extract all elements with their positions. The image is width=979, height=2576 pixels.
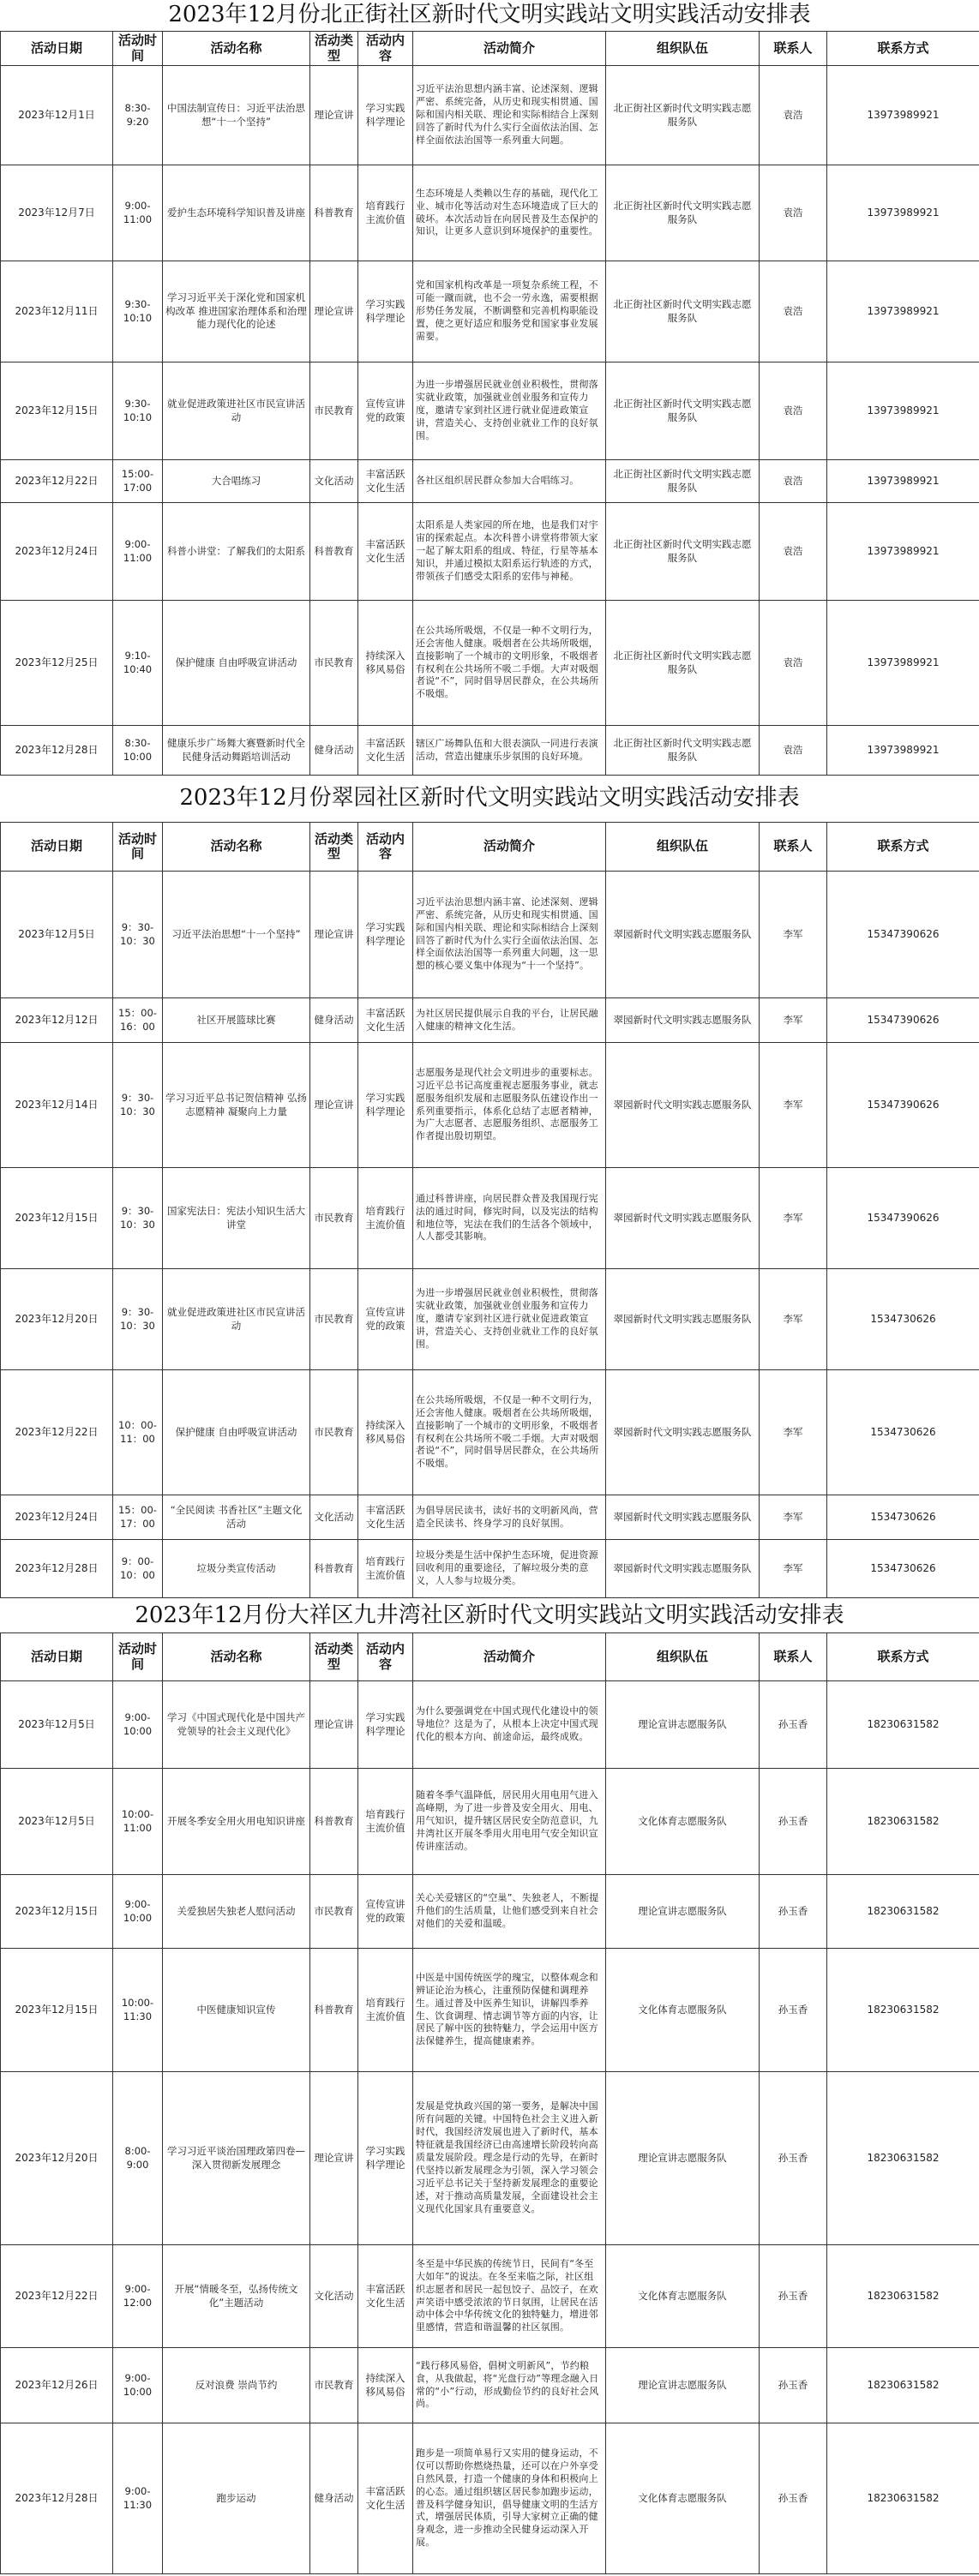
cell-content: 培育践行主流价值 xyxy=(358,1769,413,1875)
cell-phone: 18230631582 xyxy=(827,2348,979,2423)
cell-content: 宣传宣讲党的政策 xyxy=(358,1875,413,1949)
cell-content: 学习实践科学理论 xyxy=(358,66,413,165)
header-date: 活动日期 xyxy=(1,823,113,872)
cell-name: 健康乐步广场舞大赛暨新时代全民健身活动舞蹈培训活动 xyxy=(163,726,310,776)
cell-name: 开展“情暖冬至，弘扬传统文化”主题活动 xyxy=(163,2245,310,2348)
header-name: 活动名称 xyxy=(163,823,310,872)
table-header-row xyxy=(1,32,979,66)
cell-content: 学习实践科学理论 xyxy=(358,1681,413,1769)
table-row xyxy=(1,1681,979,1769)
cell-time: 9:00-10:00 xyxy=(113,1681,163,1769)
header-team: 组织队伍 xyxy=(606,32,760,66)
cell-name: 就业促进政策进社区市民宣讲活动 xyxy=(163,1269,310,1370)
header-time: 活动时间 xyxy=(113,823,163,872)
cell-team: 翠园新时代文明实践志愿服务队 xyxy=(606,1043,760,1168)
cell-team: 北正街社区新时代文明实践志愿服务队 xyxy=(606,66,760,165)
cell-contact: 袁浩 xyxy=(760,726,827,776)
cell-phone: 18230631582 xyxy=(827,2245,979,2348)
cell-phone: 15347390626 xyxy=(827,1168,979,1269)
cell-date: 2023年12月5日 xyxy=(1,1769,113,1875)
table-row xyxy=(1,1043,979,1168)
cell-intro: 随着冬季气温降低，居民用火用电用气进入高峰期，为了进一步普及安全用火、用电、用气知识，提升辖区居民安全防范意识，九井湾社区开展冬季用火用电用气安全知识宣传讲座活动。 xyxy=(413,1769,606,1875)
cell-date: 2023年12月12日 xyxy=(1,998,113,1043)
cell-name: 关爱独居失独老人慰问活动 xyxy=(163,1875,310,1949)
cell-type: 理论宣讲 xyxy=(310,2072,358,2245)
cell-date: 2023年12月28日 xyxy=(1,726,113,776)
cell-type: 市民教育 xyxy=(310,1370,358,1495)
header-intro: 活动简介 xyxy=(413,32,606,66)
cell-intro: 通过科普讲座，向居民群众普及我国现行宪法的通过时间，修宪时间，以及宪法的结构和地位等，宪法在我们的生活各个领域中，人人都受其影响。 xyxy=(413,1168,606,1269)
cell-date: 2023年12月22日 xyxy=(1,2245,113,2348)
table-row xyxy=(1,2245,979,2348)
cell-content: 丰富活跃文化生活 xyxy=(358,726,413,776)
cell-type: 文化活动 xyxy=(310,2245,358,2348)
cell-type: 科普教育 xyxy=(310,503,358,601)
cell-contact: 袁浩 xyxy=(760,362,827,460)
cell-name: 爱护生态环境科学知识普及讲座 xyxy=(163,165,310,261)
cell-intro: 冬至是中华民族的传统节日，民间有“冬至大如年”的说法。在冬至来临之际，社区组织志愿者和居民一起包饺子、品饺子，在欢声笑语中感受浓浓的节日氛围，让居民在活动中体会中华传统文化的独特魅力，增进邻里感情，营造和谐温馨的社区氛围。 xyxy=(413,2245,606,2348)
cell-intro: 中医是中国传统医学的瑰宝，以整体观念和辨证论治为核心，注重预防保健和调理养生。通过普及中医养生知识，讲解四季养生、饮食调理、情志调节等方面的内容，让居民了解中医的独特魅力，学会运用中医方法保健养生，提高健康素养。 xyxy=(413,1949,606,2072)
cell-type: 科普教育 xyxy=(310,1540,358,1598)
header-name: 活动名称 xyxy=(163,32,310,66)
cell-content: 丰富活跃文化生活 xyxy=(358,460,413,503)
cell-time: 9:00-10:00 xyxy=(113,1875,163,1949)
cell-name: 保护健康 自由呼吸宣讲活动 xyxy=(163,601,310,726)
cell-content: 学习实践科学理论 xyxy=(358,261,413,362)
cell-contact: 袁浩 xyxy=(760,66,827,165)
table-row xyxy=(1,2348,979,2423)
header-date: 活动日期 xyxy=(1,1633,113,1681)
cell-name: 开展冬季安全用火用电知识讲座 xyxy=(163,1769,310,1875)
cell-contact: 袁浩 xyxy=(760,261,827,362)
cell-intro: 党和国家机构改革是一项复杂系统工程，不可能一蹴而就，也不会一劳永逸，需要根据形势任务发展，不断调整和完善机构职能设置，使之更好适应和服务党和国家事业发展需要。 xyxy=(413,261,606,362)
cell-team: 理论宣讲志愿服务队 xyxy=(606,2072,760,2245)
cell-team: 北正街社区新时代文明实践志愿服务队 xyxy=(606,503,760,601)
cell-date: 2023年12月1日 xyxy=(1,66,113,165)
cell-type: 市民教育 xyxy=(310,2348,358,2423)
table-row xyxy=(1,1495,979,1540)
cell-phone: 18230631582 xyxy=(827,1769,979,1875)
cell-contact: 孙玉香 xyxy=(760,1949,827,2072)
table-row xyxy=(1,362,979,460)
cell-phone: 18230631582 xyxy=(827,1681,979,1769)
cell-content: 培育践行主流价值 xyxy=(358,1949,413,2072)
cell-time: 9:00-11:30 xyxy=(113,2423,163,2574)
cell-intro: 为社区居民提供展示自我的平台，让居民融入健康的精神文化生活。 xyxy=(413,998,606,1043)
cell-contact: 袁浩 xyxy=(760,165,827,261)
cell-content: 宣传宣讲党的政策 xyxy=(358,1269,413,1370)
header-intro: 活动简介 xyxy=(413,1633,606,1681)
table-row xyxy=(1,66,979,165)
cell-time: 10：00-11：00 xyxy=(113,1370,163,1495)
cell-team: 翠园新时代文明实践志愿服务队 xyxy=(606,1495,760,1540)
cell-type: 市民教育 xyxy=(310,1269,358,1370)
cell-phone: 1534730626 xyxy=(827,1269,979,1370)
cell-content: 学习实践科学理论 xyxy=(358,1043,413,1168)
cell-name: 学习习近平谈治国理政第四卷—深入贯彻新发展理念 xyxy=(163,2072,310,2245)
cell-time: 9：30-10：30 xyxy=(113,1168,163,1269)
table-row xyxy=(1,726,979,776)
cell-phone: 15347390626 xyxy=(827,1043,979,1168)
table-row xyxy=(1,1269,979,1370)
header-date: 活动日期 xyxy=(1,32,113,66)
cell-type: 健身活动 xyxy=(310,2423,358,2574)
cell-contact: 李军 xyxy=(760,1043,827,1168)
cell-team: 文化体育志愿服务队 xyxy=(606,2423,760,2574)
cell-team: 文化体育志愿服务队 xyxy=(606,1769,760,1875)
cell-time: 8:30-10:00 xyxy=(113,726,163,776)
cell-name: 科普小讲堂：了解我们的太阳系 xyxy=(163,503,310,601)
cell-contact: 袁浩 xyxy=(760,460,827,503)
cell-team: 翠园新时代文明实践志愿服务队 xyxy=(606,872,760,998)
header-intro: 活动简介 xyxy=(413,823,606,872)
cell-intro: 垃圾分类是生活中保护生态环境，促进资源回收利用的重要途径，了解垃圾分类的意义，人人参与垃圾分类。 xyxy=(413,1540,606,1598)
cell-phone: 13973989921 xyxy=(827,165,979,261)
cell-contact: 孙玉香 xyxy=(760,1769,827,1875)
table-row xyxy=(1,1540,979,1598)
cell-content: 持续深入移风易俗 xyxy=(358,1370,413,1495)
cell-name: 国家宪法日：宪法小知识生活大讲堂 xyxy=(163,1168,310,1269)
cell-date: 2023年12月15日 xyxy=(1,1168,113,1269)
schedule-table xyxy=(0,31,979,776)
cell-contact: 李军 xyxy=(760,1540,827,1598)
cell-team: 翠园新时代文明实践志愿服务队 xyxy=(606,1168,760,1269)
cell-phone: 13973989921 xyxy=(827,601,979,726)
cell-content: 持续深入移风易俗 xyxy=(358,2348,413,2423)
cell-intro: 为进一步增强居民就业创业积极性，贯彻落实就业政策，加强就业创业服务和宣传力度，邀请专家到社区进行就业促进政策宣讲，营造关心、支持创业就业工作的良好氛围。 xyxy=(413,362,606,460)
cell-contact: 李军 xyxy=(760,1269,827,1370)
cell-time: 9:00-10:00 xyxy=(113,2348,163,2423)
cell-name: 学习习近平总书记贺信精神 弘扬志愿精神 凝聚向上力量 xyxy=(163,1043,310,1168)
header-content: 活动内容 xyxy=(358,1633,413,1681)
cell-time: 10:00-11:00 xyxy=(113,1769,163,1875)
table-row xyxy=(1,165,979,261)
cell-type: 理论宣讲 xyxy=(310,872,358,998)
cell-intro: 各社区组织居民群众参加大合唱练习。 xyxy=(413,460,606,503)
section-title: 2023年12月份北正街社区新时代文明实践站文明实践活动安排表 xyxy=(168,2,811,27)
cell-type: 科普教育 xyxy=(310,1769,358,1875)
cell-team: 北正街社区新时代文明实践志愿服务队 xyxy=(606,460,760,503)
cell-date: 2023年12月24日 xyxy=(1,503,113,601)
cell-phone: 13973989921 xyxy=(827,261,979,362)
cell-contact: 孙玉香 xyxy=(760,2072,827,2245)
cell-contact: 孙玉香 xyxy=(760,2245,827,2348)
table-row xyxy=(1,2423,979,2574)
header-team: 组织队伍 xyxy=(606,823,760,872)
cell-phone: 13973989921 xyxy=(827,66,979,165)
header-phone: 联系方式 xyxy=(827,32,979,66)
cell-phone: 18230631582 xyxy=(827,2072,979,2245)
cell-date: 2023年12月28日 xyxy=(1,2423,113,2574)
cell-intro: 为倡导居民读书，读好书的文明新风尚，营造全民读书、终身学习的良好氛围。 xyxy=(413,1495,606,1540)
cell-team: 北正街社区新时代文明实践志愿服务队 xyxy=(606,165,760,261)
cell-intro: 跑步是一项简单易行又实用的健身运动，不仅可以帮助你燃烧热量，还可以在户外享受自然风景，打造一个健康的身体和积极向上的心态。通过组织辖区居民参加跑步运动，普及科学健身知识，倡导健康文明的生活方式，增强居民体质，引导大家树立正确的健身观念，进一步推动全民健身运动深入开展。 xyxy=(413,2423,606,2574)
cell-type: 科普教育 xyxy=(310,1949,358,2072)
table-row xyxy=(1,872,979,998)
cell-content: 持续深入移风易俗 xyxy=(358,601,413,726)
cell-name: 中医健康知识宣传 xyxy=(163,1949,310,2072)
cell-name: 中国法制宣传日：习近平法治思想“十一个坚持” xyxy=(163,66,310,165)
cell-date: 2023年12月24日 xyxy=(1,1495,113,1540)
cell-name: 跑步运动 xyxy=(163,2423,310,2574)
cell-team: 文化体育志愿服务队 xyxy=(606,1949,760,2072)
cell-time: 9:00-11:00 xyxy=(113,165,163,261)
table-row xyxy=(1,1949,979,2072)
cell-name: 就业促进政策进社区市民宣讲活动 xyxy=(163,362,310,460)
header-content: 活动内容 xyxy=(358,32,413,66)
cell-type: 理论宣讲 xyxy=(310,261,358,362)
cell-team: 北正街社区新时代文明实践志愿服务队 xyxy=(606,362,760,460)
cell-intro: 在公共场所吸烟，不仅是一种不文明行为，还会害他人健康。吸烟者在公共场所吸烟，直接影响了一个城市的文明形象，不吸烟者有权利在公共场所不吸二手烟。大声对吸烟者说“不”，同时倡导居民群众，在公共场所不吸烟。 xyxy=(413,601,606,726)
cell-intro: 太阳系是人类家园的所在地，也是我们对宇宙的探索起点。本次科普小讲堂将带领大家一起了解太阳系的组成、特征，行星等基本知识，并通过模拟太阳系运行轨迹的方式，带领孩子们感受太阳系的宏伟与神秘。 xyxy=(413,503,606,601)
cell-intro: 关心关爱辖区的“空巢”、失独老人，不断提升他们的生活质量，让他们感受到来自社会对他们的关爱和温暖。 xyxy=(413,1875,606,1949)
cell-name: 垃圾分类宣传活动 xyxy=(163,1540,310,1598)
cell-name: “全民阅读 书香社区”主题文化活动 xyxy=(163,1495,310,1540)
cell-intro: 为什么要强调党在中国式现代化建设中的领导地位？这是为了，从根本上决定中国式现代化的根本方向、前途命运，最终成败。 xyxy=(413,1681,606,1769)
header-team: 组织队伍 xyxy=(606,1633,760,1681)
cell-content: 丰富活跃文化生活 xyxy=(358,503,413,601)
cell-date: 2023年12月11日 xyxy=(1,261,113,362)
cell-team: 理论宣讲志愿服务队 xyxy=(606,2348,760,2423)
header-type: 活动类型 xyxy=(310,1633,358,1681)
table-header-row xyxy=(1,1633,979,1681)
table-header-row xyxy=(1,823,979,872)
cell-type: 理论宣讲 xyxy=(310,66,358,165)
cell-type: 文化活动 xyxy=(310,460,358,503)
cell-content: 宣传宣讲党的政策 xyxy=(358,362,413,460)
cell-phone: 18230631582 xyxy=(827,2423,979,2574)
cell-name: 社区开展篮球比赛 xyxy=(163,998,310,1043)
header-phone: 联系方式 xyxy=(827,823,979,872)
cell-content: 学习实践科学理论 xyxy=(358,2072,413,2245)
cell-date: 2023年12月5日 xyxy=(1,1681,113,1769)
header-content: 活动内容 xyxy=(358,823,413,872)
table-row xyxy=(1,2072,979,2245)
cell-content: 培育践行主流价值 xyxy=(358,1168,413,1269)
table-row xyxy=(1,261,979,362)
cell-phone: 1534730626 xyxy=(827,1540,979,1598)
header-time: 活动时间 xyxy=(113,32,163,66)
cell-date: 2023年12月20日 xyxy=(1,2072,113,2245)
section-title: 2023年12月份翠园社区新时代文明实践站文明实践活动安排表 xyxy=(179,785,800,811)
cell-date: 2023年12月5日 xyxy=(1,872,113,998)
cell-type: 市民教育 xyxy=(310,362,358,460)
cell-name: 反对浪费 崇尚节约 xyxy=(163,2348,310,2423)
cell-name: 学习《中国式现代化是中国共产党领导的社会主义现代化》 xyxy=(163,1681,310,1769)
cell-type: 文化活动 xyxy=(310,1495,358,1540)
header-contact: 联系人 xyxy=(760,32,827,66)
cell-time: 9:30-10:10 xyxy=(113,362,163,460)
cell-content: 培育践行主流价值 xyxy=(358,165,413,261)
cell-name: 学习习近平关于深化党和国家机构改革 推进国家治理体系和治理能力现代化的论述 xyxy=(163,261,310,362)
cell-time: 8:00-9:00 xyxy=(113,2072,163,2245)
header-name: 活动名称 xyxy=(163,1633,310,1681)
cell-time: 10:00-11:30 xyxy=(113,1949,163,2072)
cell-contact: 李军 xyxy=(760,1495,827,1540)
table-row xyxy=(1,601,979,726)
header-type: 活动类型 xyxy=(310,32,358,66)
table-row xyxy=(1,460,979,503)
cell-team: 北正街社区新时代文明实践志愿服务队 xyxy=(606,726,760,776)
cell-time: 9:10-10:40 xyxy=(113,601,163,726)
cell-time: 8:30-9:20 xyxy=(113,66,163,165)
cell-team: 理论宣讲志愿服务队 xyxy=(606,1875,760,1949)
cell-team: 文化体育志愿服务队 xyxy=(606,2245,760,2348)
cell-time: 15：00-16：00 xyxy=(113,998,163,1043)
cell-type: 市民教育 xyxy=(310,1875,358,1949)
cell-intro: 习近平法治思想内涵丰富、论述深刻、逻辑严密、系统完备，从历史和现实相贯通、国际和国内相关联、理论和实际相结合上深刻回答了新时代为什么实行全面依法治国、怎样全面依法治国等一系列重大问题。 xyxy=(413,66,606,165)
cell-intro: 志愿服务是现代社会文明进步的重要标志。习近平总书记高度重视志愿服务事业，就志愿服务组织发展和志愿服务队伍建设作出一系列重要指示，体系化总结了志愿者精神，为广大志愿者、志愿服务组织、志愿服务工作者提出殷切期望。 xyxy=(413,1043,606,1168)
table-row xyxy=(1,1875,979,1949)
cell-phone: 1534730626 xyxy=(827,1495,979,1540)
cell-date: 2023年12月26日 xyxy=(1,2348,113,2423)
cell-date: 2023年12月15日 xyxy=(1,1949,113,2072)
cell-team: 理论宣讲志愿服务队 xyxy=(606,1681,760,1769)
cell-team: 翠园新时代文明实践志愿服务队 xyxy=(606,1269,760,1370)
cell-time: 9:00-12:00 xyxy=(113,2245,163,2348)
cell-type: 市民教育 xyxy=(310,1168,358,1269)
cell-phone: 13973989921 xyxy=(827,503,979,601)
cell-intro: “践行移风易俗，倡树文明新风”，节约粮食，从我做起，将“光盘行动”等理念融入日常的“小”行动，形成勤俭节约的良好社会风尚。 xyxy=(413,2348,606,2423)
cell-name: 大合唱练习 xyxy=(163,460,310,503)
cell-team: 北正街社区新时代文明实践志愿服务队 xyxy=(606,601,760,726)
cell-date: 2023年12月15日 xyxy=(1,362,113,460)
cell-content: 丰富活跃文化生活 xyxy=(358,2245,413,2348)
cell-date: 2023年12月22日 xyxy=(1,1370,113,1495)
cell-content: 丰富活跃文化生活 xyxy=(358,998,413,1043)
cell-content: 丰富活跃文化生活 xyxy=(358,2423,413,2574)
cell-time: 9：30-10：30 xyxy=(113,1269,163,1370)
cell-intro: 辖区广场舞队伍和大很表演队一同进行表演活动，营造出健康乐步氛围的良好环境。 xyxy=(413,726,606,776)
cell-time: 9：30-10：30 xyxy=(113,872,163,998)
cell-date: 2023年12月14日 xyxy=(1,1043,113,1168)
header-phone: 联系方式 xyxy=(827,1633,979,1681)
table-row xyxy=(1,503,979,601)
cell-time: 15：00-17：00 xyxy=(113,1495,163,1540)
cell-contact: 孙玉香 xyxy=(760,2423,827,2574)
header-contact: 联系人 xyxy=(760,1633,827,1681)
cell-contact: 李军 xyxy=(760,1168,827,1269)
cell-team: 翠园新时代文明实践志愿服务队 xyxy=(606,1540,760,1598)
schedule-table xyxy=(0,822,979,1598)
cell-intro: 发展是党执政兴国的第一要务，是解决中国所有问题的关键。中国特色社会主义进入新时代，我国经济发展也进入了新时代，基本特征就是我国经济已由高速增长阶段转向高质量发展阶段。理念是行动的先导，在新时代坚持以新发展理念为引领，深入学习领会习近平总书记关于坚持新发展理念的重要论述，对于推动高质量发展，全面建设社会主义现代化国家具有重要意义。 xyxy=(413,2072,606,2245)
cell-contact: 孙玉香 xyxy=(760,1875,827,1949)
cell-phone: 15347390626 xyxy=(827,872,979,998)
cell-time: 15:00-17:00 xyxy=(113,460,163,503)
cell-type: 健身活动 xyxy=(310,998,358,1043)
schedule-table xyxy=(0,1632,979,2574)
cell-team: 翠园新时代文明实践志愿服务队 xyxy=(606,998,760,1043)
cell-phone: 1534730626 xyxy=(827,1370,979,1495)
table-row xyxy=(1,998,979,1043)
cell-intro: 生态环境是人类赖以生存的基础，现代化工业、城市化等活动对生态环境造成了巨大的破坏。本次活动旨在向居民普及生态保护的知识，让更多人意识到环境保护的重要性。 xyxy=(413,165,606,261)
cell-name: 习近平法治思想“十一个坚持” xyxy=(163,872,310,998)
cell-date: 2023年12月20日 xyxy=(1,1269,113,1370)
table-row xyxy=(1,1168,979,1269)
cell-contact: 袁浩 xyxy=(760,503,827,601)
cell-type: 市民教育 xyxy=(310,601,358,726)
cell-contact: 李军 xyxy=(760,1370,827,1495)
cell-time: 9:00-11:00 xyxy=(113,503,163,601)
cell-type: 理论宣讲 xyxy=(310,1043,358,1168)
cell-type: 科普教育 xyxy=(310,165,358,261)
cell-contact: 袁浩 xyxy=(760,601,827,726)
cell-phone: 15347390626 xyxy=(827,998,979,1043)
cell-intro: 为进一步增强居民就业创业积极性，贯彻落实就业政策，加强就业创业服务和宣传力度，邀请专家到社区进行就业促进政策宣讲，营造关心、支持创业就业工作的良好氛围。 xyxy=(413,1269,606,1370)
cell-time: 9：30-10：30 xyxy=(113,1043,163,1168)
cell-content: 学习实践科学理论 xyxy=(358,872,413,998)
header-type: 活动类型 xyxy=(310,823,358,872)
cell-type: 理论宣讲 xyxy=(310,1681,358,1769)
cell-phone: 13973989921 xyxy=(827,460,979,503)
table-row xyxy=(1,1769,979,1875)
table-row xyxy=(1,1370,979,1495)
cell-type: 健身活动 xyxy=(310,726,358,776)
header-time: 活动时间 xyxy=(113,1633,163,1681)
cell-time: 9:30-10:10 xyxy=(113,261,163,362)
cell-team: 北正街社区新时代文明实践志愿服务队 xyxy=(606,261,760,362)
header-contact: 联系人 xyxy=(760,823,827,872)
cell-contact: 李军 xyxy=(760,998,827,1043)
cell-content: 培育践行主流价值 xyxy=(358,1540,413,1598)
cell-date: 2023年12月25日 xyxy=(1,601,113,726)
cell-time: 9：00-10：00 xyxy=(113,1540,163,1598)
cell-date: 2023年12月15日 xyxy=(1,1875,113,1949)
cell-phone: 18230631582 xyxy=(827,1949,979,2072)
cell-phone: 13973989921 xyxy=(827,726,979,776)
cell-date: 2023年12月28日 xyxy=(1,1540,113,1598)
cell-phone: 13973989921 xyxy=(827,362,979,460)
cell-date: 2023年12月22日 xyxy=(1,460,113,503)
cell-contact: 孙玉香 xyxy=(760,1681,827,1769)
cell-intro: 在公共场所吸烟，不仅是一种不文明行为，还会害他人健康。吸烟者在公共场所吸烟，直接影响了一个城市的文明形象，不吸烟者有权利在公共场所不吸二手烟。大声对吸烟者说“不”，同时倡导居民群众，在公共场所不吸烟。 xyxy=(413,1370,606,1495)
cell-contact: 孙玉香 xyxy=(760,2348,827,2423)
section-title: 2023年12月份大祥区九井湾社区新时代文明实践站文明实践活动安排表 xyxy=(135,1603,844,1628)
cell-intro: 习近平法治思想内涵丰富、论述深刻、逻辑严密、系统完备，从历史和现实相贯通、国际和国内相关联、理论和实际相结合上深刻回答了新时代为什么实行全面依法治国、怎样全面依法治国等一系列重大问题，这一思想的核心要义集中体现为“十一个坚持”。 xyxy=(413,872,606,998)
cell-content: 丰富活跃文化生活 xyxy=(358,1495,413,1540)
cell-contact: 李军 xyxy=(760,872,827,998)
cell-phone: 18230631582 xyxy=(827,1875,979,1949)
cell-team: 翠园新时代文明实践志愿服务队 xyxy=(606,1370,760,1495)
cell-name: 保护健康 自由呼吸宣讲活动 xyxy=(163,1370,310,1495)
cell-date: 2023年12月7日 xyxy=(1,165,113,261)
